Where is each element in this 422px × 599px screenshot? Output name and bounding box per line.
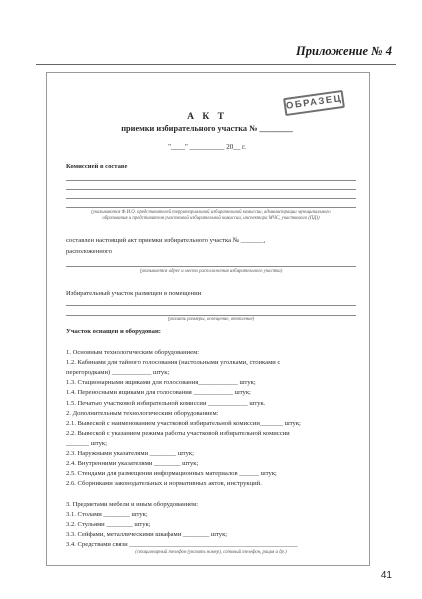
equipment-line: 2.4. Внутренними указателями ________ штук; [66,460,199,468]
communication-note: (стационарный телефон (указать номер), сотовый телефон, рация и др.) [135,550,287,555]
act-subtitle: приемки избирательного участка № ________ [121,124,293,133]
commission-note: (указываются Ф.И.О. представителей территориальной избирательной комиссии, администрации муниципального образования и представителя участковой избирательной комиссии, инспектора МЧС, участкового (ПД)) [91,210,331,221]
commission-line-2 [66,189,356,190]
commission-label: Комиссией в составе [66,163,128,170]
address-note: (указывается адрес и место расположения избирательного участка) [139,269,283,274]
equipment-line: 1.5. Печатью участковой избирательной комиссии ____________ штук. [66,399,266,407]
act-date: "____" __________ 20__ г. [168,143,246,151]
located-text: расположенного [66,248,112,255]
placement-note: (указать размеры, освещение, отопление) [167,317,255,322]
equipment-line: 1. Основным технологическим оборудованием: [66,349,200,356]
equipment-line: 2.6. Сборниками законодательных и нормативных актов, инструкций. [66,480,262,488]
equipment-line: 3.2. Стульями ________ штук; [66,520,151,528]
appendix-label: Приложение № 4 [296,44,392,58]
equipment-line: 1.4. Переносными ящиками для голосования ____________ штук; [66,389,251,397]
equipment-line: 2.1. Вывеской с наименованием участковой избирательной комиссии_______ штук; [66,419,301,427]
page-number: 41 [380,570,392,581]
equipment-line: 2.2. Вывеской с указанием режима работы участковой избирательной комиссии [66,429,290,437]
equipment-line: 2. Дополнительным технологическим оборудованием: [66,409,219,417]
equipment-line: 1.2. Кабинами для тайного голосования (настольными уголками, стоиками с [66,359,281,367]
act-title: А К Т [187,112,227,122]
equipment-line: перегородками) ____________ штук; [66,369,170,377]
equipment-line: 3. Предметами мебели и иным оборудованием: [66,500,199,508]
sample-stamp: ОБРАЗЕЦ [283,90,345,116]
placement-line-1 [66,305,356,306]
placement-line-2 [66,315,356,316]
equipment-line: 1.3. Стационарными ящиками для голосования____________ штук; [66,379,256,387]
equipment-line: 3.1. Столами ________ штук; [66,510,148,518]
commission-line-4 [66,207,356,208]
equipment-line: 3.3. Сейфами, металлическими шкафами ________ штук; [66,530,228,538]
composed-text: составлен настоящий акт приемки избирательного участка № _______, [66,237,266,244]
address-line [66,266,356,267]
equipment-line: 3.4. Средствами связи ___________________________________________________ [66,540,298,548]
commission-line-3 [66,198,356,199]
equipment-line: 2.3. Наружными указателями ________ штук; [66,450,194,457]
equipped-heading: Участок оснащен и оборудован: [66,328,161,335]
placement-text: Избирательный участок размещен в помещении [66,290,202,297]
equipment-line: 2.5. Стендами для размещения информационных материалов ______ штук; [66,470,277,478]
commission-line-1 [66,180,356,181]
header-divider [36,64,396,65]
equipment-line: _______ штук; [66,439,107,447]
